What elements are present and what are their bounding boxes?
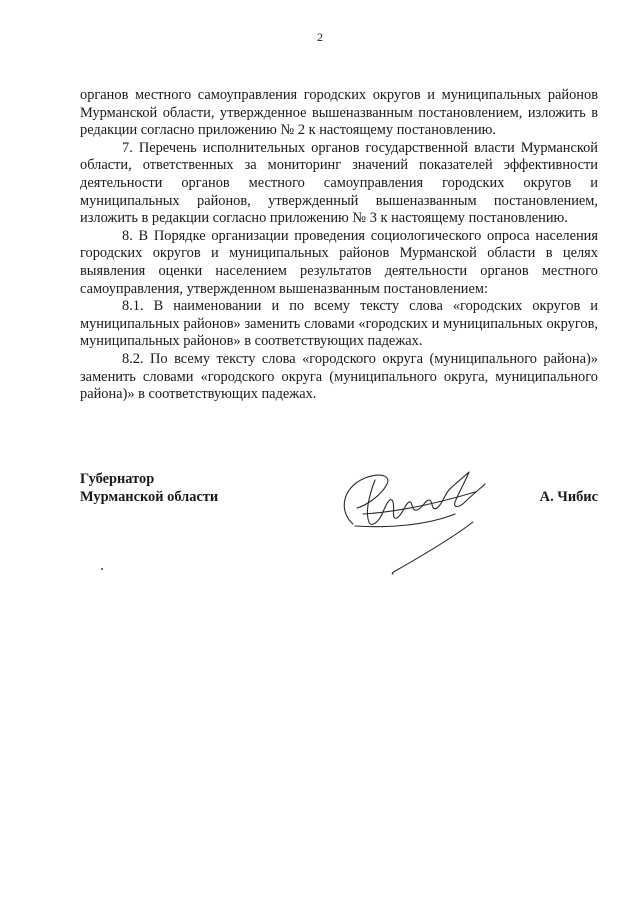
signature-block — [80, 470, 598, 590]
paragraph-item-8-1: 8.1. В наименовании и по всему тексту слова «городских округов и муниципальных районов» заменить словами «городских и муниципальных округов, муниципальных районов» в соответствующих падежах. — [80, 298, 598, 350]
paragraph-item-8: 8. В Порядке организации проведения социологического опроса населения городских округов и муниципальных районов Мурманской области в целях выявления оценки населением результатов деятельности органов местного самоуправления, утвержденном вышеназванным постановлением: — [80, 227, 598, 297]
document-body — [80, 87, 598, 404]
stray-dot-mark — [101, 568, 103, 570]
signatory-position-line-2: Мурманской области — [80, 489, 219, 505]
paragraph-continuation: органов местного самоуправления городских округов и муниципальных районов Мурманской области, утвержденное вышеназванным постановлением, изложить в редакции согласно приложению № 2 к настоящему постановлению. — [80, 87, 598, 139]
paragraph-item-8-2: 8.2. По всему тексту слова «городского округа (муниципального района)» заменить словами «городского округа (муниципального округа, муниципального района)» в соответствующих падежах. — [80, 350, 598, 403]
signatory-name: А. Чибис — [539, 489, 598, 505]
page-number: 2 — [317, 30, 323, 44]
paragraph-item-7: 7. Перечень исполнительных органов государственной власти Мурманской области, ответственных за мониторинг значений показателей эффективности деятельности органов местного самоуправления городских округов и муниципальных районов, утвержденный вышеназванным постановлением, изложить в редакции согласно приложению № 3 к настоящему постановлению. — [80, 139, 598, 227]
handwritten-signature — [335, 462, 515, 582]
signatory-position-line-1: Губернатор — [80, 471, 155, 487]
signatory-position — [80, 470, 218, 506]
